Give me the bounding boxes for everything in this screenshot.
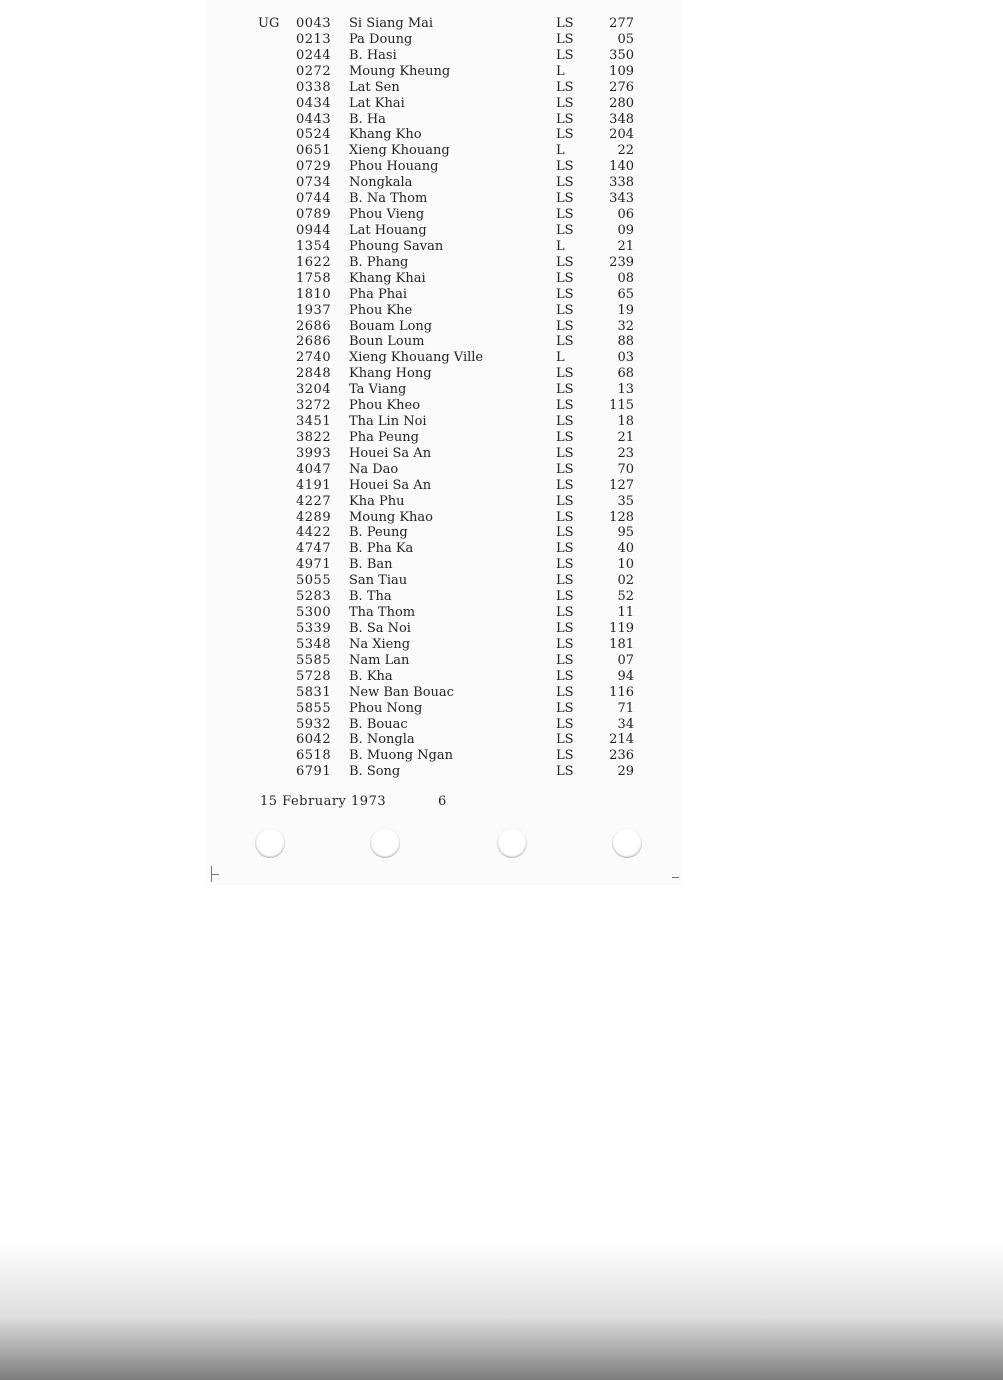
location-code: 4747	[296, 541, 332, 557]
location-code: 5728	[296, 668, 332, 684]
location-name: Pha Peung	[349, 429, 419, 445]
location-value: 09	[617, 223, 634, 238]
location-type: LS	[556, 621, 574, 636]
location-code: 1758	[296, 270, 332, 286]
location-value: 13	[617, 382, 634, 398]
location-value: 204	[609, 127, 634, 143]
location-value: 19	[617, 302, 634, 318]
location-type: LS	[556, 493, 574, 509]
table-row	[0, 573, 1003, 589]
location-name: Nam Lan	[349, 652, 410, 668]
table-row	[0, 653, 1003, 669]
location-value: 71	[617, 700, 634, 716]
location-code: 2686	[296, 334, 332, 350]
location-name: B. Kha	[349, 668, 393, 684]
location-value: 22	[617, 143, 634, 159]
location-value: 32	[617, 318, 634, 334]
location-value: 94	[617, 668, 634, 684]
location-type: LS	[556, 748, 574, 764]
location-type: LS	[556, 16, 574, 31]
table-row	[0, 430, 1003, 446]
location-value: 140	[609, 159, 634, 175]
location-value: 21	[617, 429, 634, 445]
location-value: 214	[609, 732, 634, 748]
location-code: 2848	[296, 366, 332, 382]
grid-prefix: UG	[258, 16, 280, 31]
location-name: B. Pha Ka	[349, 541, 414, 557]
footer-date: 15 February 1973	[260, 794, 387, 809]
location-code: 3451	[296, 414, 332, 429]
location-name: B. Sa Noi	[349, 621, 411, 636]
location-name: B. Bouac	[349, 716, 408, 732]
table-row	[0, 541, 1003, 557]
table-row	[0, 589, 1003, 605]
location-value: 40	[617, 541, 634, 557]
table-row	[0, 525, 1003, 541]
table-row	[0, 701, 1003, 717]
table-row	[0, 398, 1003, 414]
location-name: Houei Sa An	[349, 445, 432, 461]
location-value: 88	[617, 334, 634, 350]
table-row	[0, 127, 1003, 143]
location-code: 3822	[296, 429, 332, 445]
punch-hole	[370, 828, 400, 858]
location-name: New Ban Bouac	[349, 684, 454, 700]
location-type: LS	[556, 732, 574, 748]
location-value: 18	[617, 414, 634, 429]
location-type: LS	[556, 636, 574, 652]
location-code: 0789	[296, 207, 332, 222]
location-type: LS	[556, 477, 574, 493]
table-row	[0, 303, 1003, 319]
location-type: LS	[556, 414, 574, 429]
location-value: 68	[617, 366, 634, 382]
location-code: 4422	[296, 525, 332, 541]
location-code: 4227	[296, 493, 332, 509]
location-type: LS	[556, 366, 574, 382]
table-row	[0, 239, 1003, 255]
location-type: LS	[556, 270, 574, 286]
location-code: 1937	[296, 302, 332, 318]
location-value: 10	[617, 557, 634, 573]
location-type: LS	[556, 254, 574, 270]
location-code: 6042	[296, 732, 332, 748]
table-row	[0, 159, 1003, 175]
location-code: 5300	[296, 605, 332, 620]
location-code: 2740	[296, 350, 332, 366]
location-value: 343	[609, 191, 634, 207]
location-name: Tha Thom	[349, 605, 416, 620]
location-type: LS	[556, 79, 574, 95]
table-row	[0, 287, 1003, 303]
location-code: 0244	[296, 47, 332, 63]
crop-mark	[211, 874, 219, 875]
table-row	[0, 685, 1003, 701]
table-row	[0, 32, 1003, 48]
location-type: LS	[556, 445, 574, 461]
location-name: Moung Khao	[349, 509, 433, 525]
location-type: L	[556, 143, 565, 159]
location-name: Lat Sen	[349, 79, 400, 95]
location-type: LS	[556, 302, 574, 318]
location-name: Phou Vieng	[349, 207, 425, 222]
location-name: B. Ha	[349, 111, 386, 127]
location-code: 6791	[296, 764, 332, 780]
location-code: 0734	[296, 175, 332, 191]
location-value: 128	[609, 509, 634, 525]
location-value: 34	[617, 716, 634, 732]
location-name: Phou Houang	[349, 159, 439, 175]
table-row	[0, 669, 1003, 685]
location-code: 5283	[296, 589, 332, 605]
table-row	[0, 366, 1003, 382]
table-row	[0, 191, 1003, 207]
location-code: 4971	[296, 557, 332, 573]
location-type: LS	[556, 509, 574, 525]
location-type: LS	[556, 605, 574, 620]
location-value: 23	[617, 445, 634, 461]
location-type: LS	[556, 31, 574, 47]
location-name: Phou Khe	[349, 302, 413, 318]
location-name: Xieng Khouang Ville	[349, 350, 484, 366]
table-row	[0, 414, 1003, 430]
location-name: Phou Nong	[349, 700, 423, 716]
table-row	[0, 80, 1003, 96]
table-row	[0, 494, 1003, 510]
location-name: Phoung Savan	[349, 238, 444, 254]
location-name: Xieng Khouang	[349, 143, 450, 159]
location-name: Si Siang Mai	[349, 16, 434, 31]
table-row	[0, 223, 1003, 239]
location-value: 348	[609, 111, 634, 127]
location-code: 2686	[296, 318, 332, 334]
location-value: 21	[617, 238, 634, 254]
location-name: Kha Phu	[349, 493, 405, 509]
table-row	[0, 621, 1003, 637]
location-name: Pa Doung	[349, 31, 413, 47]
location-name: B. Muong Ngan	[349, 748, 453, 764]
location-name: B. Peung	[349, 525, 408, 541]
location-type: L	[556, 350, 565, 366]
location-value: 65	[617, 286, 634, 302]
location-type: LS	[556, 175, 574, 191]
location-value: 109	[609, 63, 634, 79]
location-code: 5932	[296, 716, 332, 732]
table-row	[0, 748, 1003, 764]
table-row	[0, 557, 1003, 573]
location-type: LS	[556, 223, 574, 238]
location-type: LS	[556, 668, 574, 684]
table-row	[0, 382, 1003, 398]
location-code: 1810	[296, 286, 332, 302]
location-value: 116	[609, 684, 634, 700]
location-name: Tha Lin Noi	[349, 414, 427, 429]
location-type: LS	[556, 127, 574, 143]
location-name: B. Tha	[349, 589, 392, 605]
location-name: Khang Kho	[349, 127, 422, 143]
location-type: LS	[556, 159, 574, 175]
location-value: 276	[609, 79, 634, 95]
location-name: Pha Phai	[349, 286, 408, 302]
location-code: 0944	[296, 223, 332, 238]
location-value: 35	[617, 493, 634, 509]
location-code: 0524	[296, 127, 332, 143]
location-code: 0043	[296, 16, 332, 31]
location-type: LS	[556, 573, 574, 589]
location-value: 119	[609, 621, 634, 636]
location-code: 5339	[296, 621, 332, 636]
location-type: LS	[556, 398, 574, 414]
location-type: LS	[556, 429, 574, 445]
location-type: LS	[556, 382, 574, 398]
table-row	[0, 112, 1003, 128]
punch-hole	[255, 828, 285, 858]
location-name: Lat Houang	[349, 223, 427, 238]
location-type: LS	[556, 191, 574, 207]
location-code: 5585	[296, 652, 332, 668]
crop-mark	[672, 877, 679, 878]
location-value: 115	[609, 398, 634, 414]
location-name: Na Xieng	[349, 636, 411, 652]
table-row	[0, 478, 1003, 494]
location-value: 338	[609, 175, 634, 191]
location-code: 5348	[296, 636, 332, 652]
location-name: Khang Hong	[349, 366, 432, 382]
location-code: 5855	[296, 700, 332, 716]
location-name: Houei Sa An	[349, 477, 432, 493]
punch-hole	[497, 828, 527, 858]
location-name: Lat Khai	[349, 95, 405, 111]
location-name: B. Song	[349, 764, 401, 780]
location-name: Bouam Long	[349, 318, 433, 334]
location-type: L	[556, 238, 565, 254]
location-code: 0434	[296, 95, 332, 111]
location-name: Na Dao	[349, 461, 399, 477]
location-name: Khang Khai	[349, 270, 426, 286]
location-code: 5055	[296, 573, 332, 589]
location-type: LS	[556, 541, 574, 557]
location-code: 3993	[296, 445, 332, 461]
location-value: 70	[617, 461, 634, 477]
location-code: 1354	[296, 238, 332, 254]
location-value: 277	[609, 16, 634, 31]
table-row	[0, 207, 1003, 223]
location-value: 08	[617, 270, 634, 286]
table-row	[0, 334, 1003, 350]
location-code: 1622	[296, 254, 332, 270]
location-type: LS	[556, 684, 574, 700]
table-row	[0, 510, 1003, 526]
table-row	[0, 717, 1003, 733]
location-value: 06	[617, 207, 634, 222]
table-row	[0, 732, 1003, 748]
location-type: LS	[556, 652, 574, 668]
location-type: LS	[556, 525, 574, 541]
table-row	[0, 764, 1003, 780]
location-value: 280	[609, 95, 634, 111]
location-name: B. Nongla	[349, 732, 415, 748]
location-value: 239	[609, 254, 634, 270]
table-row	[0, 48, 1003, 64]
location-type: LS	[556, 557, 574, 573]
table-row	[0, 605, 1003, 621]
location-name: B. Phang	[349, 254, 409, 270]
location-type: LS	[556, 589, 574, 605]
table-row	[0, 96, 1003, 112]
location-value: 02	[617, 573, 634, 589]
location-code: 4191	[296, 477, 332, 493]
location-type: LS	[556, 95, 574, 111]
location-value: 03	[617, 350, 634, 366]
location-value: 181	[609, 636, 634, 652]
page-number: 6	[438, 794, 447, 809]
location-code: 0443	[296, 111, 332, 127]
table-row	[0, 16, 1003, 32]
location-type: LS	[556, 334, 574, 350]
location-code: 0213	[296, 31, 332, 47]
location-code: 3204	[296, 382, 332, 398]
location-code: 0744	[296, 191, 332, 207]
location-code: 0272	[296, 63, 332, 79]
location-type: LS	[556, 461, 574, 477]
location-type: LS	[556, 318, 574, 334]
table-row	[0, 462, 1003, 478]
location-value: 52	[617, 589, 634, 605]
location-value: 11	[617, 605, 634, 620]
location-type: LS	[556, 700, 574, 716]
location-type: LS	[556, 207, 574, 222]
table-row	[0, 637, 1003, 653]
table-row	[0, 143, 1003, 159]
location-code: 4047	[296, 461, 332, 477]
location-name: B. Ban	[349, 557, 393, 573]
table-row	[0, 350, 1003, 366]
location-type: LS	[556, 764, 574, 780]
location-value: 236	[609, 748, 634, 764]
location-name: Boun Loum	[349, 334, 425, 350]
location-code: 0338	[296, 79, 332, 95]
location-code: 6518	[296, 748, 332, 764]
location-value: 05	[617, 31, 634, 47]
location-code: 0729	[296, 159, 332, 175]
punch-hole	[612, 828, 642, 858]
table-row	[0, 319, 1003, 335]
location-type: LS	[556, 47, 574, 63]
location-value: 95	[617, 525, 634, 541]
location-type: LS	[556, 286, 574, 302]
scan-shadow	[0, 1240, 1003, 1380]
location-value: 350	[609, 47, 634, 63]
location-value: 07	[617, 652, 634, 668]
table-row	[0, 64, 1003, 80]
table-row	[0, 175, 1003, 191]
location-code: 4289	[296, 509, 332, 525]
location-name: B. Hasi	[349, 47, 397, 63]
location-value: 29	[617, 764, 634, 780]
location-code: 3272	[296, 398, 332, 414]
table-row	[0, 271, 1003, 287]
location-name: B. Na Thom	[349, 191, 428, 207]
location-code: 0651	[296, 143, 332, 159]
location-name: San Tiau	[349, 573, 408, 589]
location-name: Moung Kheung	[349, 63, 451, 79]
table-row	[0, 446, 1003, 462]
location-type: L	[556, 63, 565, 79]
location-name: Ta Viang	[349, 382, 407, 398]
location-type: LS	[556, 111, 574, 127]
table-row	[0, 255, 1003, 271]
location-name: Phou Kheo	[349, 398, 421, 414]
location-type: LS	[556, 716, 574, 732]
location-code: 5831	[296, 684, 332, 700]
location-name: Nongkala	[349, 175, 413, 191]
location-value: 127	[609, 477, 634, 493]
